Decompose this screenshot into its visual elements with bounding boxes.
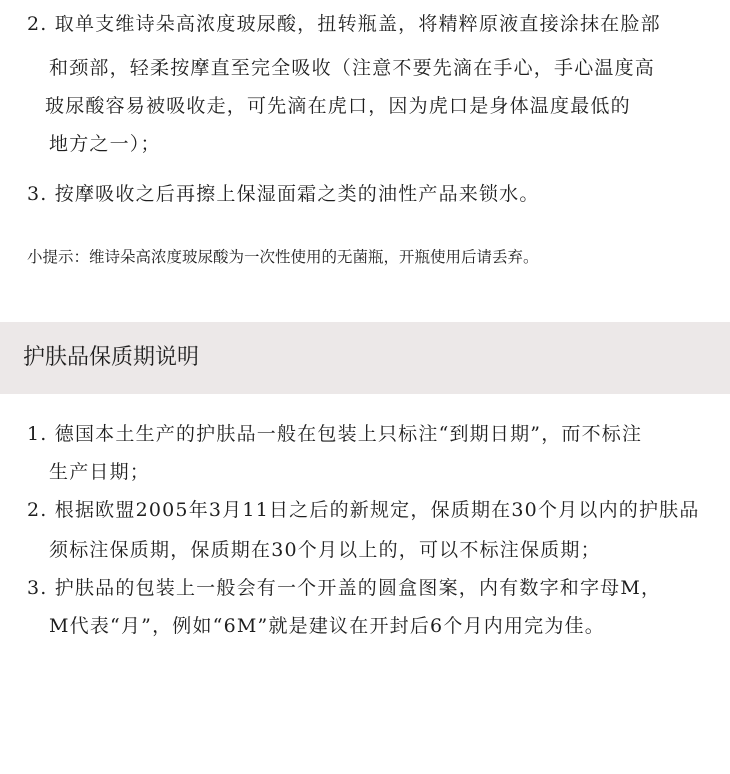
shelf-item-2-line-1: 2. 根据欧盟2005年3月11日之后的新规定，保质期在30个月以内的护肤品 [27,499,700,521]
shelf-item-1-line-2: 生产日期； [49,461,151,483]
usage-step-2-line-2: 和颈部，轻柔按摩直至完全吸收（注意不要先滴在手心，手心温度高 [49,57,656,79]
usage-step-3-line-1: 3. 按摩吸收之后再擦上保湿面霜之类的油性产品来锁水。 [27,183,540,205]
usage-tip-note: 小提示：维诗朵高浓度玻尿酸为一次性使用的无菌瓶，开瓶使用后请丢弃。 [27,248,539,266]
shelf-item-1-line-1: 1. 德国本土生产的护肤品一般在包装上只标注“到期日期”，而不标注 [27,423,643,445]
shelf-item-3-line-2: M代表“月”，例如“6M”就是建议在开封后6个月内用完为佳。 [49,615,605,637]
section-header-band [0,322,730,394]
shelf-item-2-line-2: 须标注保质期，保质期在30个月以上的，可以不标注保质期； [49,539,601,561]
section-title: 护肤品保质期说明 [23,345,200,370]
usage-step-2-line-3: 玻尿酸容易被吸收走，可先滴在虎口，因为虎口是身体温度最低的 [45,95,631,117]
shelf-item-3-line-1: 3. 护肤品的包装上一般会有一个开盖的圆盒图案，内有数字和字母M， [27,577,662,599]
usage-step-2-line-4: 地方之一）； [49,133,161,155]
usage-step-2-line-1: 2. 取单支维诗朵高浓度玻尿酸，扭转瓶盖，将精粹原液直接涂抹在脸部 [27,13,661,35]
